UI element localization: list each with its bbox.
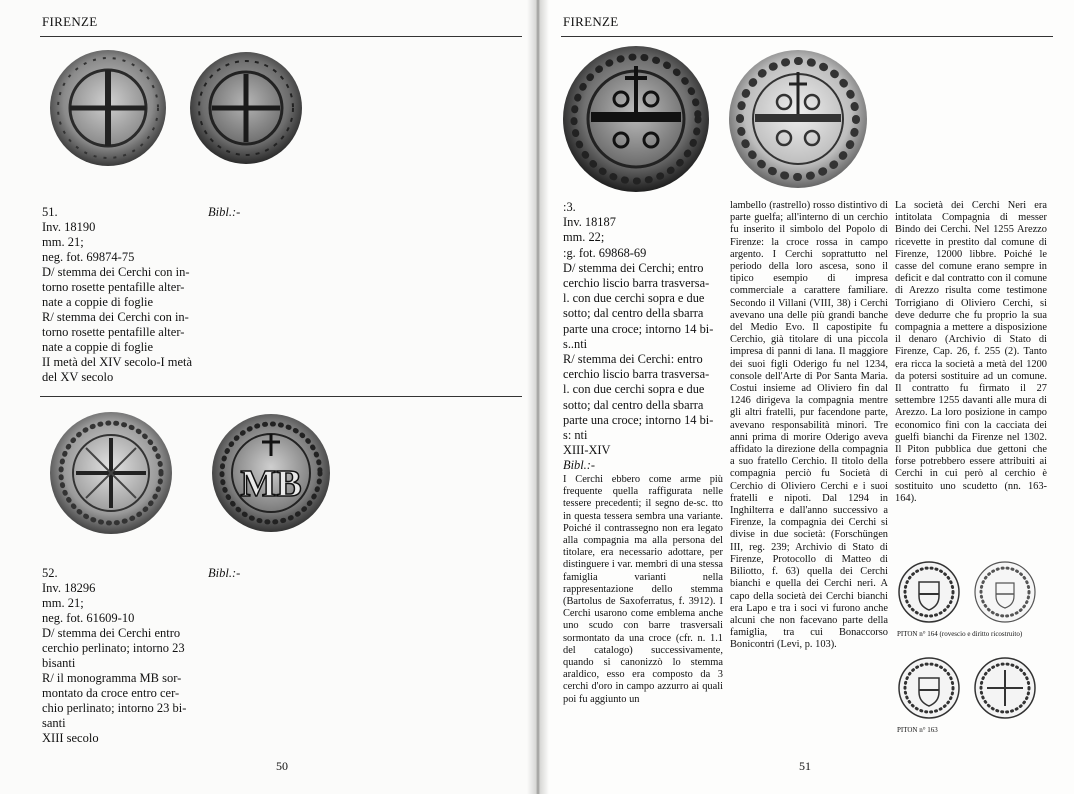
header-rule: [561, 36, 1053, 37]
entry-line: torno rosette pentafille alter-: [42, 280, 185, 294]
entry-line: :g. fot. 69868-69: [563, 245, 647, 260]
entry-line: mm. 21;: [42, 235, 84, 249]
entry-line: D/ stemma dei Cerchi entro: [42, 626, 181, 640]
catalog-entry-53: [563, 200, 713, 474]
entry-line: neg. fot. 69874-75: [42, 250, 135, 264]
coin-53-obverse: [561, 44, 711, 194]
catalog-entry-51: [42, 205, 192, 385]
running-header: FIRENZE: [42, 14, 98, 29]
entry-line: cerchio liscio barra trasversa-: [563, 276, 710, 291]
bibliography-label: Bibl.:-: [208, 205, 241, 219]
entry-line: cerchio liscio barra trasversa-: [563, 367, 710, 382]
entry-line: l. con due cerchi sopra e due: [563, 291, 705, 306]
coin-52-reverse: [210, 412, 332, 534]
piton-163-coin-obverse: [897, 656, 961, 720]
entry-line: s..nti: [563, 336, 588, 351]
entry-line: nate a coppie di foglie: [42, 340, 154, 354]
entry-line: l. con due cerchi sopra e due: [563, 382, 705, 397]
commentary-paragraph: La società dei Cerchi Neri era intitolata Compagnia di messer Bindo dei Cerchi. Nel 1255 Arezzo ricevette in prestito dal comune di Firenze, 12000 libbre. Poiché le casse del comune erano sempre in deficit e dal contratto con il comune di Arezzo risulta come testimone Torrigiano di Oliviero Cerchi, si deve dedurre che fu proprio la sua compagnia a mettere a disposizione il denaro (Archivio di Stato di Firenze, Cap. 26, f. 255 (2). Tanto era ricca la società a metà del 1200 da potersi sostituire ad un comune. Il contratto fu firmato il 27 settembre 1255 davanti alle mura di Arezzo. La loro posizione in campo economico finì con la cacciata dei guelfi bianchi da Firenze nel 1302. Il Piton pubblica due gettoni che forse potrebbero essere attribuiti ai Cerchi in cui però al cerchio è sostituito uno scudetto (nn. 163-164).: [895, 200, 1047, 504]
entry-line: s: nti: [563, 428, 588, 443]
entry-line: mm. 22;: [563, 230, 605, 245]
entry-line: R/ il monogramma MB sor-: [42, 671, 182, 685]
entry-line: Inv. 18187: [563, 215, 616, 230]
running-header: FIRENZE: [563, 14, 619, 29]
entry-line: sotto; dal centro della sbarra: [563, 306, 704, 321]
right-page: [537, 0, 1074, 794]
entry-line: del XV secolo: [42, 370, 114, 384]
piton-164-coin-reverse: [897, 560, 961, 624]
entry-line: bisanti: [42, 656, 76, 670]
entry-line: D/ stemma dei Cerchi con in-: [42, 265, 190, 279]
piton-164-coin-obverse: [973, 560, 1037, 624]
bibliography-label: Bibl.:-: [563, 458, 595, 473]
entry-line: R/ stemma dei Cerchi con in-: [42, 310, 189, 324]
entry-line: Inv. 18296: [42, 581, 96, 595]
book-gutter: [527, 0, 549, 794]
entry-line: parte una croce; intorno 14 bi-: [563, 412, 714, 427]
entry-line: torno rosette pentafille alter-: [42, 325, 185, 339]
commentary-column-1: [563, 474, 723, 706]
entry-line: 52.: [42, 566, 58, 580]
catalog-entry-52: [42, 566, 186, 746]
page-number: 51: [799, 759, 811, 773]
entry-divider: [40, 396, 522, 397]
entry-line: XIII secolo: [42, 731, 99, 745]
piton-163-coin-reverse: [973, 656, 1037, 720]
commentary-paragraph: lambello (rastrello) rosso distintivo di parte guelfa; all'interno di un cerchio fu inserito il simbolo del Popolo di Firenze: la croce rossa in campo argento. I Cerchi soprattutto nel periodo della loro ascesa, sono il tipico esempio di impresa commerciale a carattere familiare. Secondo il Villani (VIII, 38) i Cerchi avevano una delle più grandi banche del Medio Evo. Il capostipite fu Cerchio, già titolare di una piccola impresa di panni di lana. Il maggiore dei suoi figli Oderigo fu nel 1234, console dell'Arte di Por Santa Maria. Costui insieme ad Oliviero fin dal 1246 dirigeva la compagnia mentre gli altri fratelli, pur facendone parte, avevano responsabilità minori. Tre anni prima di morire Oderigo aveva affidato la direzione della compagnia a suo fratello Cerchio. Il titolo della compagnia perciò fu Società di Cerchio di Oliviero Cerchi e i suoi fratelli e nipoti. Dal 1294 in Inghilterra e dall'anno successivo a Firenze, la compagnia dei Cerchi si divise in due società: (Forschüngen III, reg. 239; Archivio di Stato di Firenze, Protocollo di Matteo di Biliotto, f. 63) quella dei Cerchi bianchi e quella dei Cerchi neri. A capo della società dei Cerchi bianchi era Lapo e tra i soci vi furono anche alcuni che non facevano parte della famiglia, tra cui Bonaccorso Bonicontri (Levi, p. 103).: [730, 200, 888, 651]
entry-line: cerchio perlinato; intorno 23: [42, 641, 185, 655]
entry-line: 51.: [42, 205, 58, 219]
entry-line: D/ stemma dei Cerchi; entro: [563, 260, 704, 275]
entry-line: montato da croce entro cer-: [42, 686, 180, 700]
coin-51-obverse: [48, 48, 168, 168]
commentary-column-3: [895, 200, 1047, 505]
coin-52-obverse: [48, 410, 174, 536]
entry-line: R/ stemma dei Cerchi: entro: [563, 352, 703, 367]
entry-line: II metà del XIV secolo-I metà: [42, 355, 193, 369]
commentary-paragraph: I Cerchi ebbero come arme più frequente quella raffigurata nelle tessere precedenti; il segno de-sc. tto in questa tessera sembra una variante. Poiché il contrassegno non era legato alla compagnia ma alla persona del titolare, era necessario adottare, per distinguere i var. membri di una stessa famiglia varianti nella rappresentazione dello stemma (Bartolus de Saxoferratus, f. 3912). I Cerchi usarono come emblema anche uno scudo con barre trasversali sormontato da una croce (cfr. n. 1.1 del catalogo) successivamente, quando si canonizzò lo stemma araldico, esso era composto da 3 cerchi d'oro in campo azzurro ai quali poi fu aggiunto un: [563, 474, 723, 705]
entry-line: nate a coppie di foglie: [42, 295, 154, 309]
figure-caption: PITON n° 163: [897, 726, 938, 734]
entry-line: neg. fot. 61609-10: [42, 611, 135, 625]
entry-line: sotto; dal centro della sbarra: [563, 397, 704, 412]
page-number: 50: [276, 759, 288, 773]
coin-51-reverse: [188, 50, 304, 166]
figure-caption: PITON n° 164 (rovescio e diritto ricostruito): [897, 630, 1023, 638]
monogram-mb: MB: [240, 463, 302, 505]
entry-line: XIII-XIV: [563, 443, 611, 458]
coin-53-reverse: [727, 48, 869, 190]
entry-line: santi: [42, 716, 66, 730]
entry-line: parte una croce; intorno 14 bi-: [563, 321, 714, 336]
header-rule: [40, 36, 522, 37]
bibliography-label: Bibl.:-: [208, 566, 241, 580]
entry-line: :3.: [563, 200, 576, 214]
entry-line: chio perlinato; intorno 23 bi-: [42, 701, 187, 715]
entry-line: mm. 21;: [42, 596, 84, 610]
commentary-column-2: [730, 200, 888, 652]
entry-line: Inv. 18190: [42, 220, 96, 234]
